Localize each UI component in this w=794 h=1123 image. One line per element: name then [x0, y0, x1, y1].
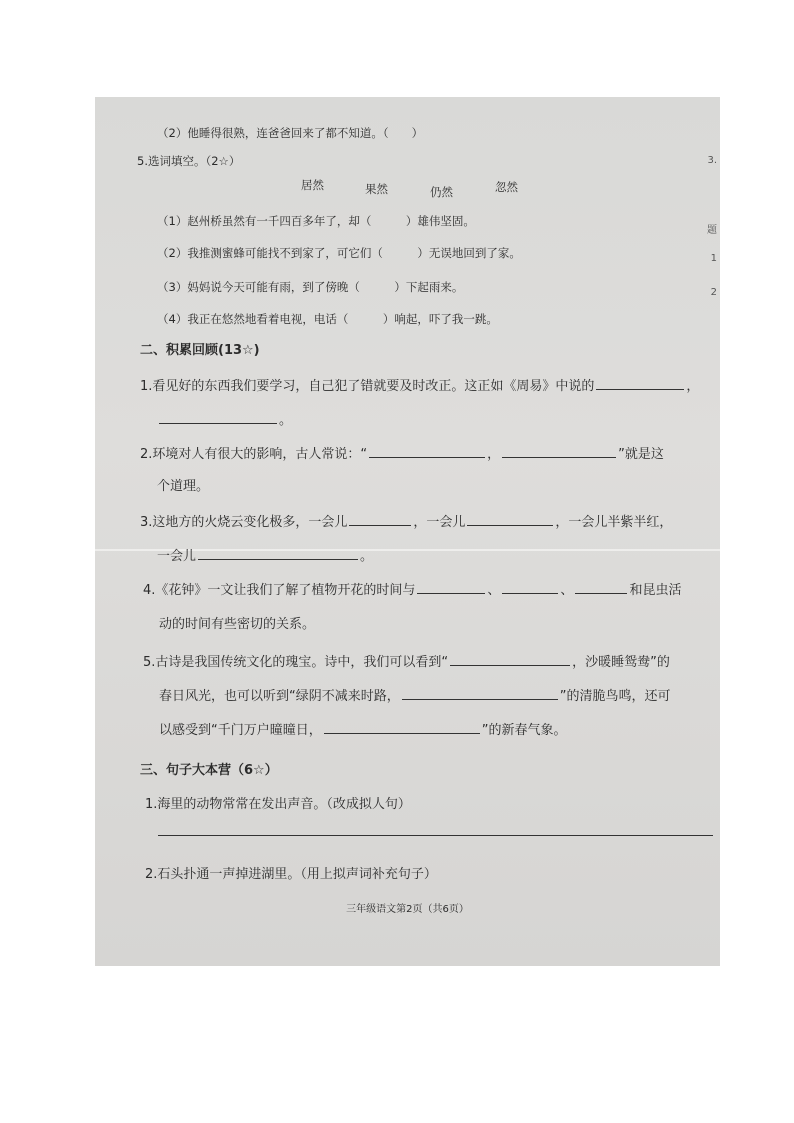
- s2-q5-line3: 以感受到“千门万户曈曈日， ”的新春气象。: [159, 723, 567, 738]
- s2-q4-line2: 动的时间有些密切的关系。: [159, 617, 316, 632]
- answer-blank[interactable]: [198, 547, 358, 560]
- s2-q1-line2: 。: [157, 411, 292, 429]
- answer-blank[interactable]: [467, 513, 553, 526]
- s2-q1-text: 1.看见好的东西我们要学习，自己犯了错就要及时改正。这正如《周易》中说的: [140, 379, 595, 394]
- s2-q5-line1: 5.古诗是我国传统文化的瑰宝。诗中，我们可以看到“ ，沙暖睡鸳鸯”的: [143, 655, 670, 670]
- answer-blank[interactable]: [417, 581, 485, 594]
- s2-q2-line1: 2.环境对人有很大的影响，古人常说：“ ， ”就是这: [140, 447, 664, 462]
- answer-blank[interactable]: [450, 653, 570, 666]
- q5-item-3: （3）妈妈说今天可能有雨，到了傍晚（ ）下起雨来。: [157, 280, 464, 294]
- s2-q1-line1: 1.看见好的东西我们要学习，自己犯了错就要及时改正。这正如《周易》中说的 ，: [140, 379, 700, 394]
- q5-item-4: （4）我正在悠然地看着电视，电话（ ）响起，吓了我一跳。: [157, 312, 498, 326]
- word-option: 居然: [301, 178, 324, 192]
- q5-item-2: （2）我推测蜜蜂可能找不到家了，可它们（ ）无误地回到了家。: [157, 246, 521, 260]
- answer-blank[interactable]: [596, 377, 684, 390]
- edge-mark: 题: [707, 225, 717, 236]
- q5-item-1: （1）赵州桥虽然有一千四百多年了，却（ ）雄伟坚固。: [157, 214, 475, 228]
- answer-blank[interactable]: [324, 721, 480, 734]
- s2-q3-line1: 3.这地方的火烧云变化极多，一会儿 ，一会儿 ，一会儿半紫半红，: [140, 515, 673, 530]
- s3-q2: 2.石头扑通一声掉进湖里。（用上拟声词补充句子）: [145, 867, 437, 882]
- section2-heading: 二、积累回顾(13☆): [140, 343, 260, 358]
- answer-blank[interactable]: [349, 513, 411, 526]
- answer-blank[interactable]: [502, 445, 616, 458]
- q5-title: 5.选词填空。（2☆）: [137, 154, 241, 168]
- s2-q3-line2: 一会儿 。: [157, 549, 374, 564]
- word-option: 忽然: [495, 180, 518, 194]
- answer-blank[interactable]: [502, 581, 558, 594]
- s2-q4-line1: 4.《花钟》一文让我们了解了植物开花的时间与 、 、 和昆虫活: [143, 583, 682, 598]
- s3-q1: 1.海里的动物常常在发出声音。（改成拟人句）: [145, 797, 411, 812]
- section3-heading: 三、句子大本营（6☆）: [140, 763, 278, 778]
- q4-item-2: （2）他睡得很熟，连爸爸回来了都不知道。（ ）: [157, 126, 424, 140]
- s2-q2-line2: 个道理。: [157, 479, 210, 494]
- edge-mark: 3.: [707, 155, 717, 166]
- s2-q5-line2: 春日风光，也可以听到“绿阴不减来时路， ”的清脆鸟鸣，还可: [159, 689, 671, 704]
- exam-page: [95, 97, 720, 966]
- page-footer: 三年级语文第2页（共6页）: [346, 904, 469, 915]
- answer-blank[interactable]: [575, 581, 627, 594]
- answer-blank[interactable]: [369, 445, 485, 458]
- answer-blank[interactable]: [159, 411, 277, 424]
- answer-line[interactable]: [158, 833, 713, 836]
- edge-mark: 1: [710, 253, 717, 264]
- word-option: 仍然: [430, 185, 453, 199]
- edge-mark: 2: [710, 287, 717, 298]
- word-option: 果然: [365, 182, 388, 196]
- answer-blank[interactable]: [402, 687, 558, 700]
